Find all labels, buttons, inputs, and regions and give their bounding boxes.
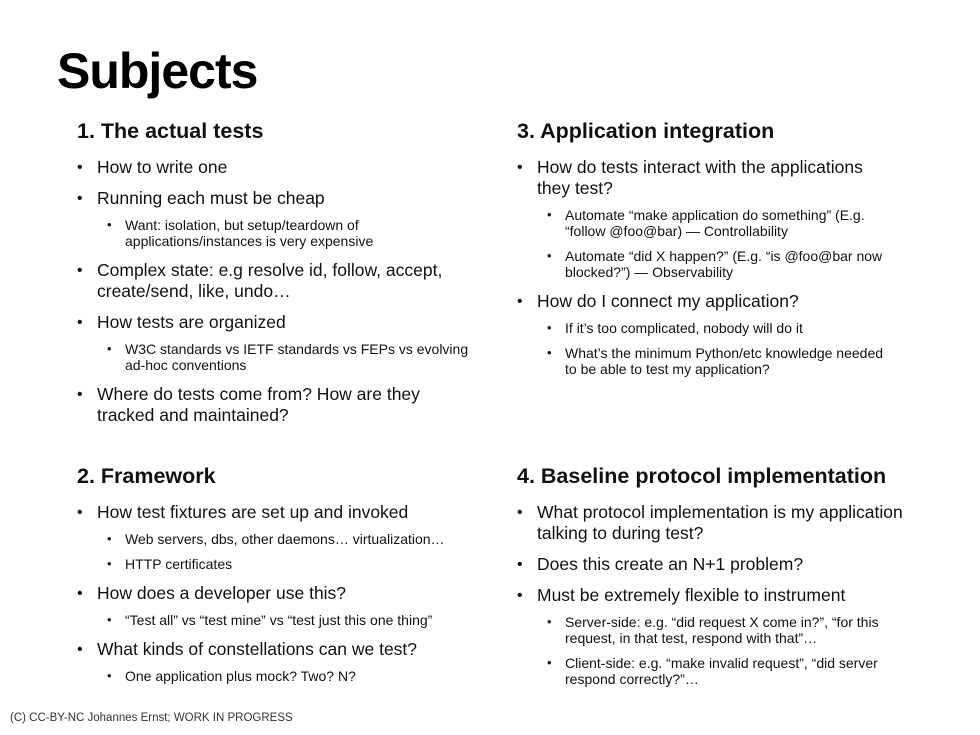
sub-bullet-item: • Automate “make application do something” (E.g. “follow @foo@bar) — Controllability — [517, 207, 887, 239]
bullet-item: • Where do tests come from? How are they tracked and maintained? — [77, 384, 477, 426]
section-heading: 4. Baseline protocol implementation — [517, 464, 887, 488]
bullet-item: • What kinds of constellations can we test? — [77, 639, 487, 660]
bullet-item: • How to write one — [77, 157, 477, 178]
bullet-item: • What protocol implementation is my application talking to during test? — [517, 502, 917, 544]
section-heading: 2. Framework — [77, 464, 216, 488]
sub-bullet-item: • Web servers, dbs, other daemons… virtualization… — [77, 531, 487, 547]
slide-title: Subjects — [57, 43, 258, 99]
sub-bullet-item: • HTTP certificates — [77, 556, 487, 572]
bullet-item: • Does this create an N+1 problem? — [517, 554, 917, 575]
sub-bullet-item: • “Test all” vs “test mine” vs “test just this one thing” — [77, 612, 487, 628]
section-heading: 1. The actual tests — [77, 119, 264, 143]
bullet-item: • How do I connect my application? — [517, 291, 887, 312]
section-heading: 3. Application integration — [517, 119, 775, 143]
sub-bullet-item: • Client-side: e.g. “make invalid request”, “did server respond correctly?”… — [517, 655, 917, 687]
bullet-item: • Running each must be cheap — [77, 188, 477, 209]
section-actual-tests — [77, 118, 477, 436]
bullet-item: • How test fixtures are set up and invoked — [77, 502, 487, 523]
sub-bullet-item: • One application plus mock? Two? N? — [77, 668, 487, 684]
sub-bullet-item: • Server-side: e.g. “did request X come in?”, “for this request, in that test, respond with that”… — [517, 614, 917, 646]
bullet-item: • Must be extremely flexible to instrument — [517, 585, 917, 606]
sub-bullet-item: • If it’s too complicated, nobody will do it — [517, 320, 887, 336]
bullet-item: • Complex state: e.g resolve id, follow, accept, create/send, like, undo… — [77, 260, 477, 302]
section-framework — [77, 463, 487, 695]
footer-copyright: (C) CC-BY-NC Johannes Ernst; WORK IN PROGRESS — [10, 712, 293, 724]
section-application-integration — [517, 118, 887, 388]
bullet-item: • How do tests interact with the applications they test? — [517, 157, 887, 199]
sub-bullet-item: • What’s the minimum Python/etc knowledge needed to be able to test my application? — [517, 345, 887, 377]
bullet-item: • How does a developer use this? — [77, 583, 487, 604]
sub-bullet-item: • Automate “did X happen?” (E.g. “is @foo@bar now blocked?”) — Observability — [517, 248, 887, 280]
sub-bullet-item: • W3C standards vs IETF standards vs FEPs vs evolving ad-hoc conventions — [77, 341, 477, 373]
sub-bullet-item: • Want: isolation, but setup/teardown of applications/instances is very expensive — [77, 217, 477, 249]
bullet-item: • How tests are organized — [77, 312, 477, 333]
section-baseline-protocol — [517, 463, 917, 698]
